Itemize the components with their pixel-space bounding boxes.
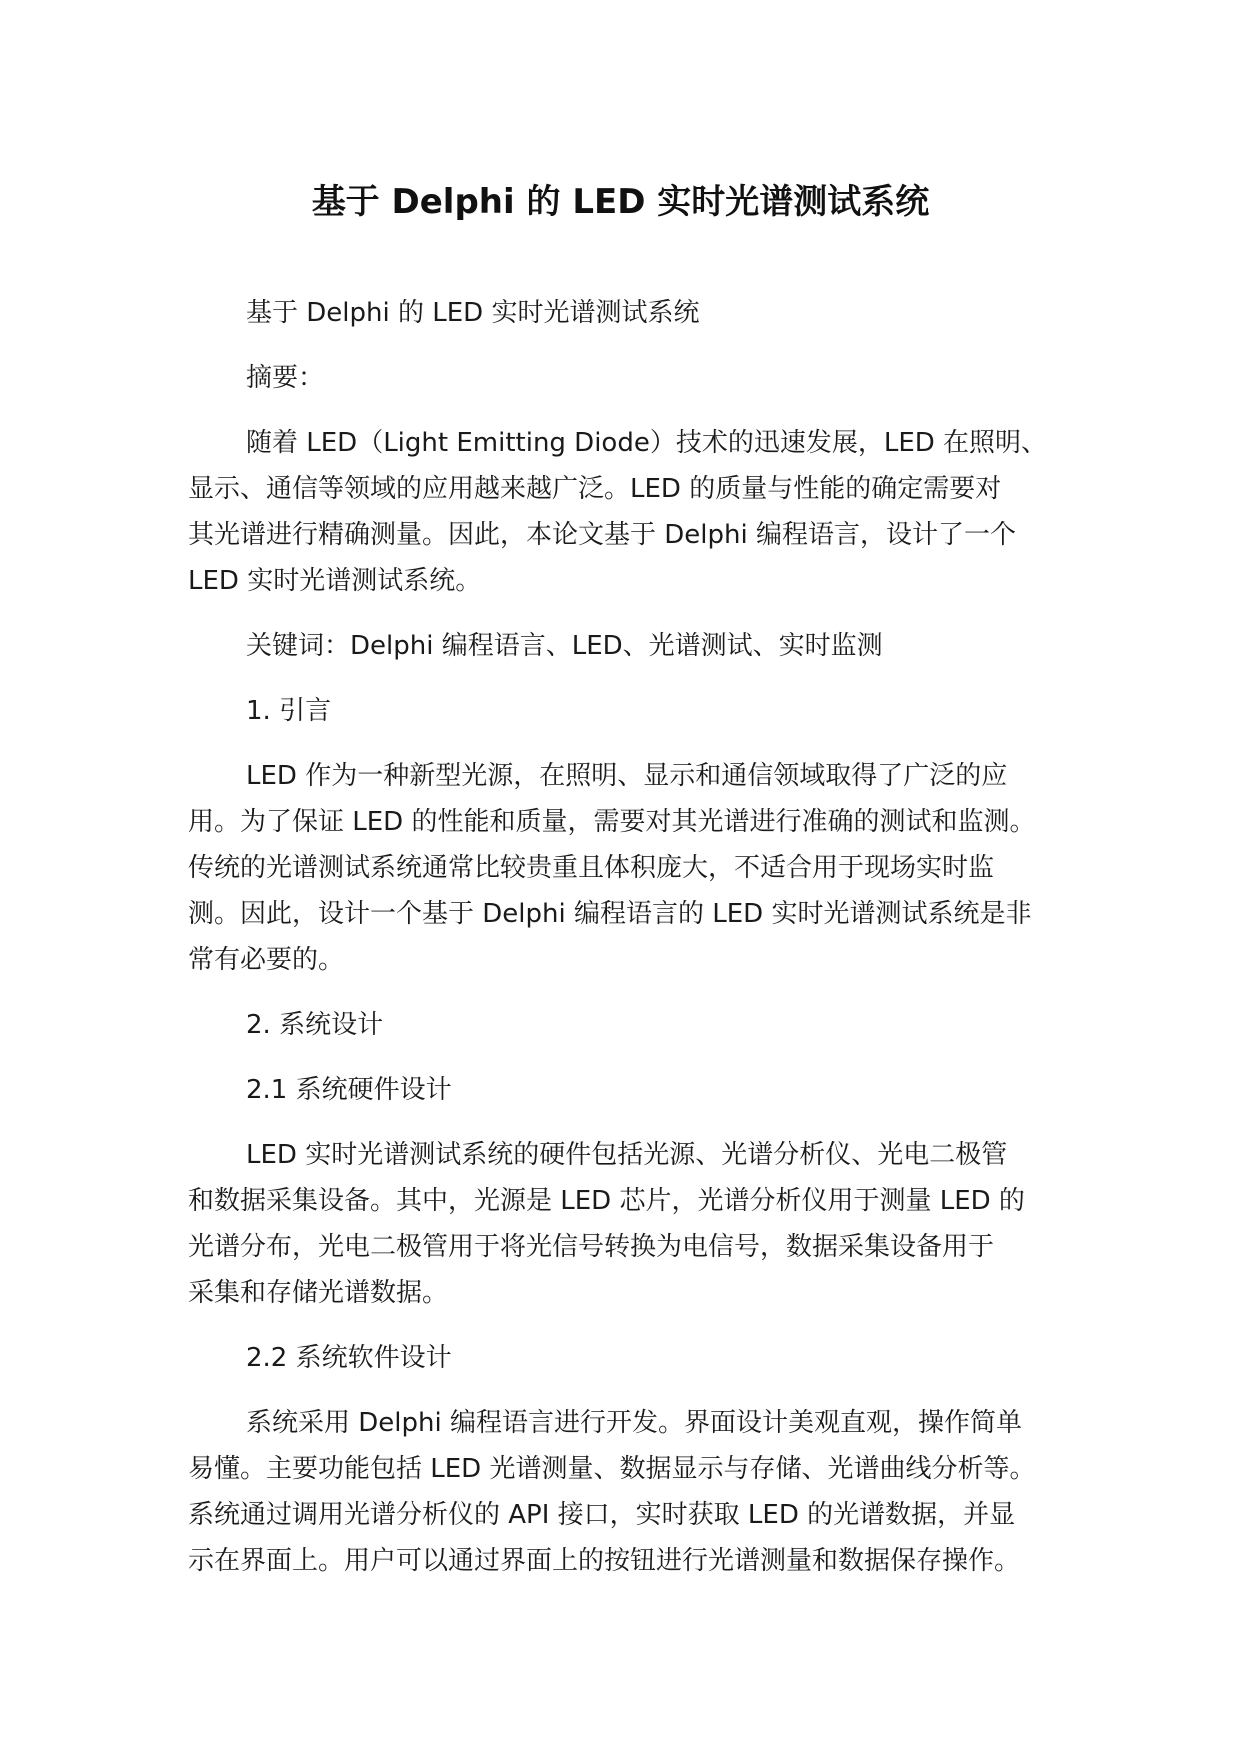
paragraph-introduction xyxy=(188,753,1068,983)
paragraph-line: 2.1 系统硬件设计 xyxy=(246,1075,452,1105)
paragraph-abstract xyxy=(188,420,1068,604)
paragraph-line: 常有必要的。 xyxy=(188,945,345,975)
heading-software-design xyxy=(188,1335,1068,1381)
paragraph-line: LED 作为一种新型光源，在照明、显示和通信领域取得了广泛的应 xyxy=(246,761,1008,791)
paragraph-line: 关键词：Delphi 编程语言、LED、光谱测试、实时监测 xyxy=(246,631,883,661)
paragraph-keywords xyxy=(188,623,1068,669)
heading-system-design xyxy=(188,1002,1068,1048)
heading-introduction xyxy=(188,688,1068,734)
paragraph-line: 和数据采集设备。其中，光源是 LED 芯片，光谱分析仪用于测量 LED 的 xyxy=(188,1186,1025,1216)
paragraph-line: 采集和存储光谱数据。 xyxy=(188,1278,449,1308)
paragraph-line: 易懂。主要功能包括 LED 光谱测量、数据显示与存储、光谱曲线分析等。 xyxy=(188,1454,1036,1484)
paragraph-line: 1. 引言 xyxy=(246,696,332,726)
paragraph-line: 系统采用 Delphi 编程语言进行开发。界面设计美观直观，操作简单 xyxy=(246,1408,1022,1438)
paragraph-abstract-heading xyxy=(188,355,1068,401)
paragraph-software-design xyxy=(188,1400,1068,1584)
paragraph-line: 其光谱进行精确测量。因此，本论文基于 Delphi 编程语言，设计了一个 xyxy=(188,520,1016,550)
paragraph-line: 基于 Delphi 的 LED 实时光谱测试系统 xyxy=(246,298,700,328)
paragraph-line: 光谱分布，光电二极管用于将光信号转换为电信号，数据采集设备用于 xyxy=(188,1232,995,1262)
paragraph-line: 2.2 系统软件设计 xyxy=(246,1343,452,1373)
paragraph-subtitle xyxy=(188,290,1068,336)
paragraph-hardware-design xyxy=(188,1132,1068,1316)
paragraph-line: 用。为了保证 LED 的性能和质量，需要对其光谱进行准确的测试和监测。 xyxy=(188,807,1036,837)
paragraph-line: 传统的光谱测试系统通常比较贵重且体积庞大，不适合用于现场实时监 xyxy=(188,853,995,883)
document-title: 基于 Delphi 的 LED 实时光谱测试系统 xyxy=(311,182,930,222)
paragraph-line: 2. 系统设计 xyxy=(246,1010,384,1040)
paragraph-line: 系统通过调用光谱分析仪的 API 接口，实时获取 LED 的光谱数据，并显 xyxy=(188,1500,1016,1530)
document-body xyxy=(188,290,1068,1603)
paragraph-line: 测。因此，设计一个基于 Delphi 编程语言的 LED 实时光谱测试系统是非 xyxy=(188,899,1032,929)
paragraph-line: 示在界面上。用户可以通过界面上的按钮进行光谱测量和数据保存操作。 xyxy=(188,1546,1021,1576)
heading-hardware-design xyxy=(188,1067,1068,1113)
paragraph-line: LED 实时光谱测试系统的硬件包括光源、光谱分析仪、光电二极管 xyxy=(246,1140,1008,1170)
paragraph-line: 摘要： xyxy=(246,363,325,393)
paragraph-line: LED 实时光谱测试系统。 xyxy=(188,566,482,596)
paragraph-line: 随着 LED（Light Emitting Diode）技术的迅速发展，LED 在照明、 xyxy=(246,428,1048,458)
paragraph-line: 显示、通信等领域的应用越来越广泛。LED 的质量与性能的确定需要对 xyxy=(188,474,1002,504)
